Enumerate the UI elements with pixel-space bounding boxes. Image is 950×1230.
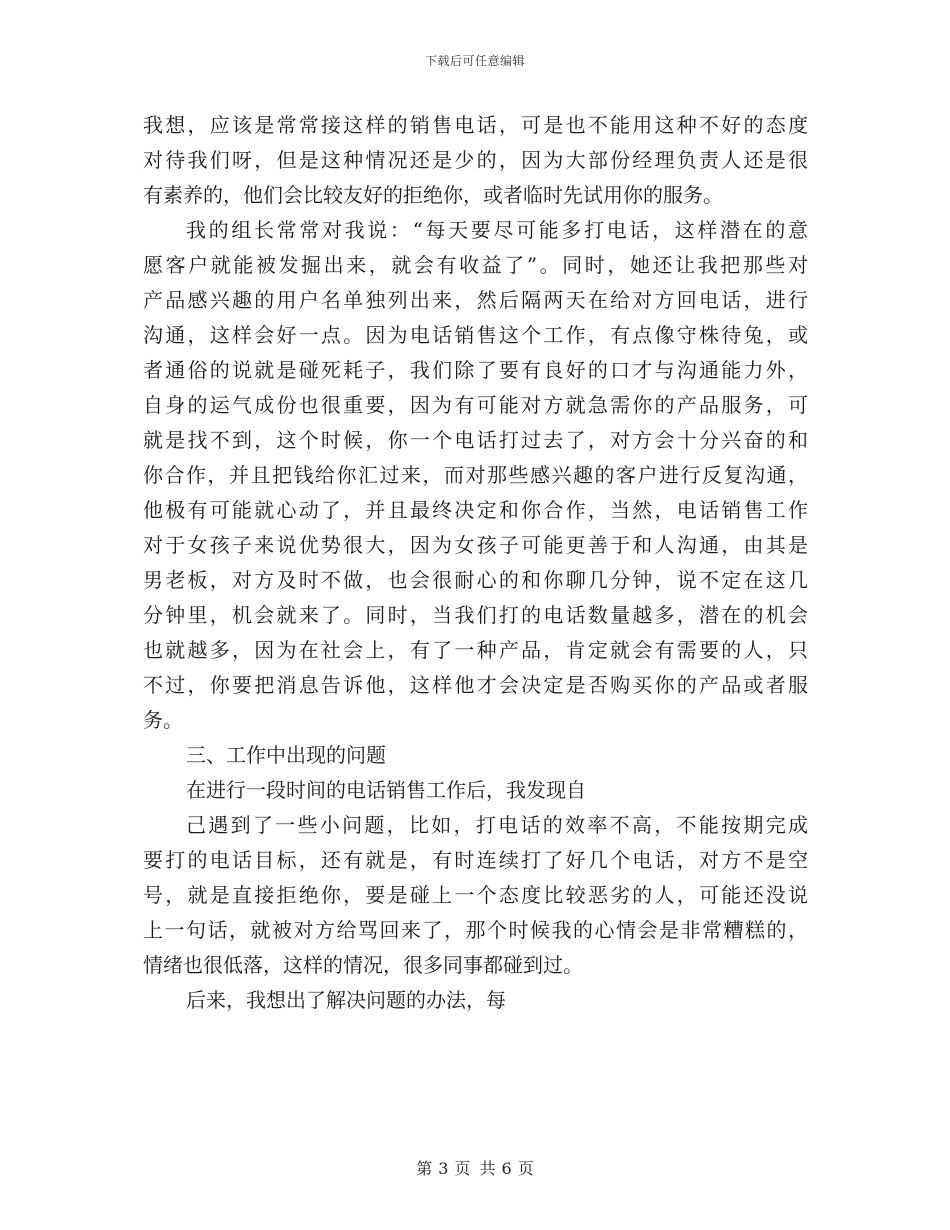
text-line: 就是找不到，这个时候，你一个电话打过去了，对方会十分兴奋的和 [143, 428, 808, 452]
footer-total-pages: 6 [501, 1159, 512, 1178]
text-line: 在进行一段时间的电话销售工作后，我发现自 [186, 778, 586, 802]
text-line: 愿客户就能被发掘出来，就会有收益了”。同时，她还让我把那些对 [143, 253, 808, 277]
text-line: 后来，我想出了解决问题的办法，每 [186, 988, 506, 1012]
text-line: 也就越多，因为在社会上，有了一种产品，肯定就会有需要的人，只 [143, 638, 808, 662]
text-line: 情绪也很低落，这样的情况，很多同事都碰到过。 [143, 953, 583, 977]
text-line: 你合作，并且把钱给你汇过来，而对那些感兴趣的客户进行反复沟通， [143, 463, 808, 487]
footer-prefix: 第 [416, 1159, 433, 1178]
text-line: 三、工作中出现的问题 [186, 743, 386, 767]
text-line: 务。 [143, 708, 183, 732]
footer-suffix: 页 [517, 1159, 534, 1178]
text-line: 有素养的，他们会比较友好的拒绝你，或者临时先试用你的服务。 [143, 183, 723, 207]
text-line: 沟通，这样会好一点。因为电话销售这个工作，有点像守株待兔，或 [143, 323, 808, 347]
text-line: 者通俗的说就是碰死耗子，我们除了要有良好的口才与沟通能力外， [143, 358, 808, 382]
text-line: 男老板，对方及时不做，也会很耐心的和你聊几分钟，说不定在这几 [143, 568, 808, 592]
text-line: 我想，应该是常常接这样的销售电话，可是也不能用这种不好的态度 [143, 113, 808, 137]
page-footer [0, 1156, 950, 1179]
text-line: 分钟里，机会就来了。同时，当我们打的电话数量越多，潜在的机会 [143, 603, 808, 627]
text-line: 对于女孩子来说优势很大，因为女孩子可能更善于和人沟通，由其是 [143, 533, 808, 557]
text-line: 自身的运气成份也很重要，因为有可能对方就急需你的产品服务，可 [143, 393, 808, 417]
page-header: 下载后可任意编辑 [424, 54, 525, 68]
footer-middle: 页 共 [454, 1159, 496, 1178]
text-line: 己遇到了一些小问题，比如，打电话的效率不高，不能按期完成 [186, 813, 808, 837]
text-line: 产品感兴趣的用户名单独列出来，然后隔两天在给对方回电话，进行 [143, 288, 808, 312]
text-line: 他极有可能就心动了，并且最终决定和你合作，当然，电话销售工作 [143, 498, 808, 522]
document-body [143, 108, 808, 1018]
text-line: 要打的电话目标，还有就是，有时连续打了好几个电话，对方不是空 [143, 848, 808, 872]
text-line: 号，就是直接拒绝你，要是碰上一个态度比较恶劣的人，可能还没说 [143, 883, 808, 907]
footer-current-page: 3 [438, 1159, 449, 1178]
text-line: 不过，你要把消息告诉他，这样他才会决定是否购买你的产品或者服 [143, 673, 808, 697]
text-line: 对待我们呀，但是这种情况还是少的，因为大部份经理负责人还是很 [143, 148, 808, 172]
text-line: 上一句话，就被对方给骂回来了，那个时候我的心情会是非常糟糕的， [143, 918, 808, 942]
text-line: 我的组长常常对我说：“每天要尽可能多打电话，这样潜在的意 [186, 218, 808, 242]
